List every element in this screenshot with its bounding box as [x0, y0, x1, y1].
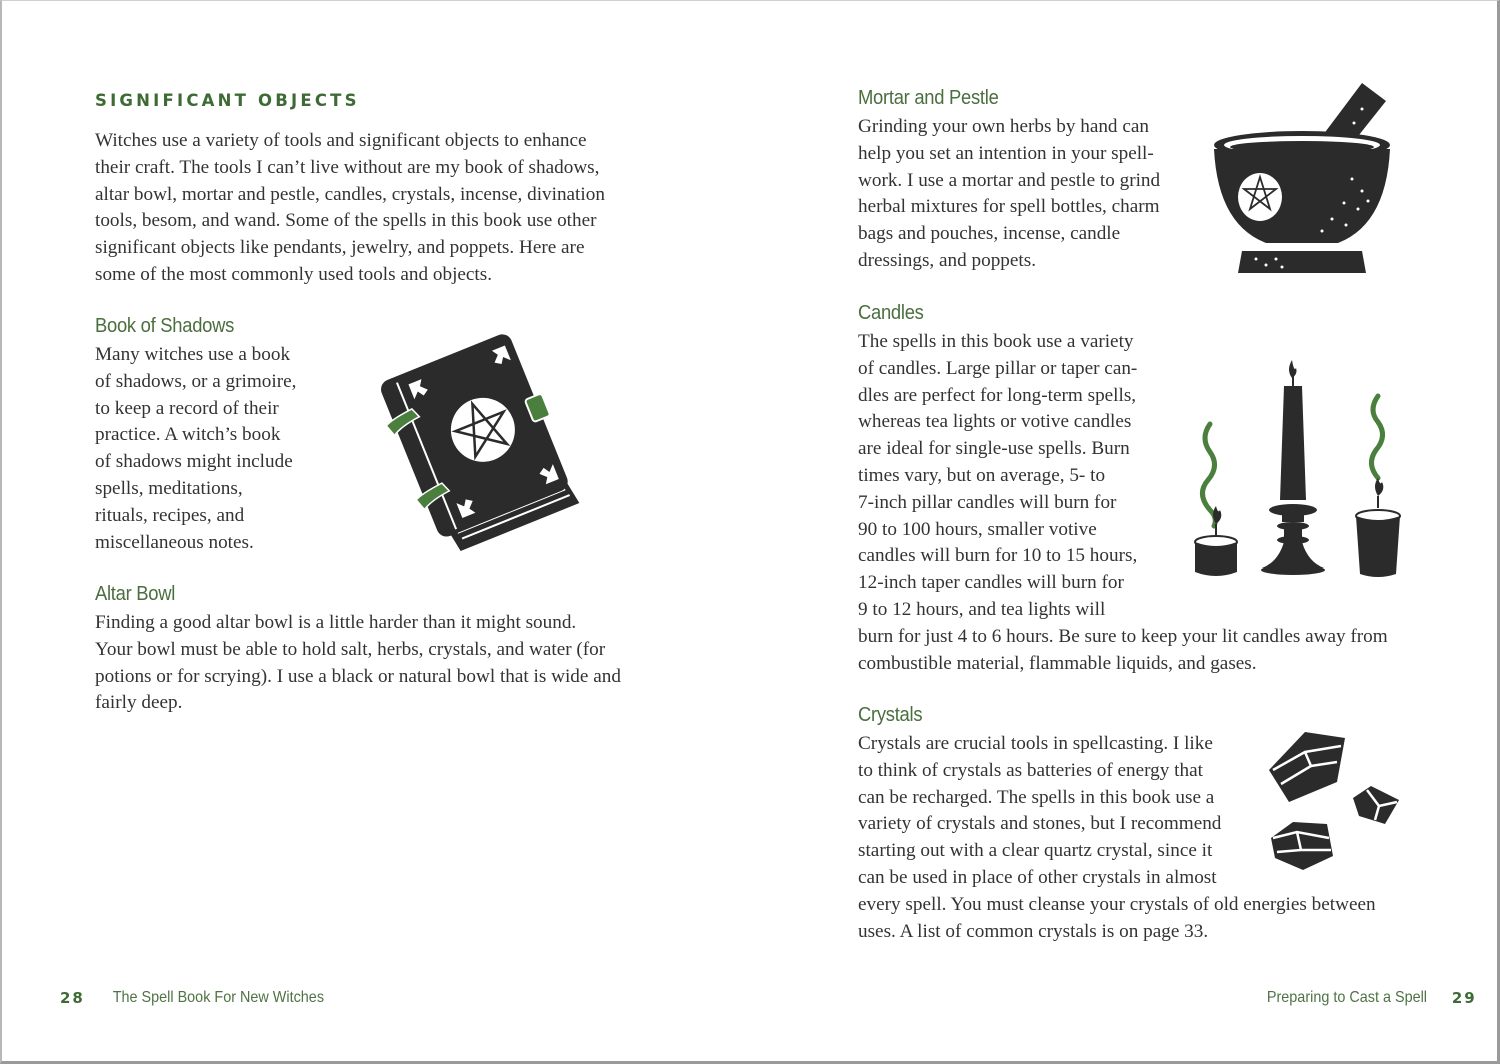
crystals-paragraph: Crystals are crucial tools in spellcasting. I like to think of crystals as batteries of energy that can be recharged. The spells in this book use a variety of crystals and stones, but I recommend starting out with a clear quartz crystal, since it can be used in place of other crystals in almost every spell. You must cleanse your crystals of old energies between uses. A list of common crystals is on page 33. [858, 733, 1376, 942]
intro-paragraph: Witches use a variety of tools and significant objects to enhance their craft. The tools I can’t live without are my book of shadows, altar bowl, mortar and pestle, candles, crystals, incense, divination tools, besom, and wand. Some of the spells in this book use other significant objects like pendants, jewelry, and poppets. Here are some of the most commonly used tools and objects. [95, 130, 605, 285]
left-page [2, 1, 752, 1061]
running-title-left: The Spell Book For New Witches [112, 989, 324, 1006]
section-title: SIGNIFICANT OBJECTS [95, 91, 360, 110]
book-of-shadows-paragraph: Many witches use a book of shadows, or a grimoire, to keep a record of their practice. A witch’s book of shadows might include spells, meditations, rituals, recipes, and miscellaneous notes. [95, 344, 297, 553]
heading-candles: Candles [858, 302, 924, 324]
mortar-and-pestle-paragraph: Grinding your own herbs by hand can help you set an intention in your spell- work. I use a mortar and pestle to grind herbal mixtures for spell bottles, charm bags and pouches, incense, candle dressings, and poppets. [858, 116, 1161, 271]
right-footer [1258, 989, 1477, 1007]
page-number-right: 29 [1451, 989, 1477, 1007]
mortar-and-pestle-icon [1212, 79, 1392, 275]
book-of-shadows-icon [377, 321, 587, 561]
heading-altar-bowl: Altar Bowl [95, 583, 176, 605]
left-footer [60, 989, 336, 1007]
page-number-left: 28 [60, 989, 85, 1007]
heading-crystals: Crystals [858, 704, 923, 726]
right-page [752, 1, 1500, 1061]
running-title-right: Preparing to Cast a Spell [1266, 989, 1427, 1006]
crystals-icon [1267, 726, 1407, 871]
candles-icon [1182, 356, 1412, 581]
heading-mortar-and-pestle: Mortar and Pestle [858, 87, 999, 109]
heading-book-of-shadows: Book of Shadows [95, 315, 235, 337]
altar-bowl-paragraph: Finding a good altar bowl is a little harder than it might sound. Your bowl must be able to hold salt, herbs, crystals, and water (for potions or for scrying). I use a black or natural bowl that is wide and fairly deep. [95, 612, 621, 714]
candles-paragraph: The spells in this book use a variety of candles. Large pillar or taper can- dles are perfect for long-term spells, whereas tea lights or votive candles are ideal for single-use spells. Burn times vary, but on average, 5- to 7-inch pillar candles will burn for 90 to 100 hours, smaller votive candles will burn for 10 to 15 hours, 12-inch taper candles will burn for 9 to 12 hours, and tea lights will burn for just 4 to 6 hours. Be sure to keep your lit candles away from combustible material, flammable liquids, and gases. [858, 331, 1388, 674]
